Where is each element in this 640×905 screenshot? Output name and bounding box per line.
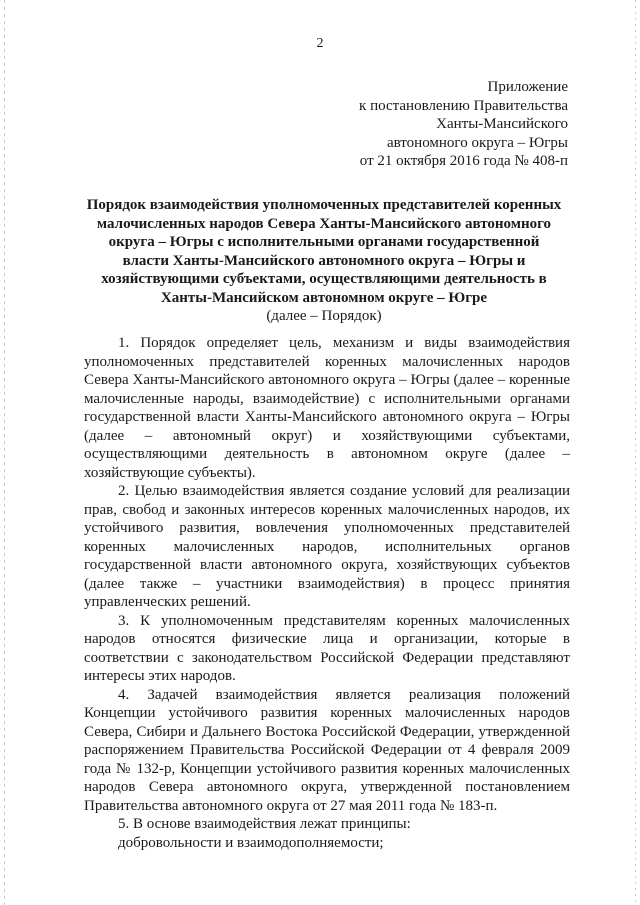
scan-edge-right — [635, 0, 636, 905]
appendix-line: Приложение — [487, 79, 568, 95]
paragraph-4: 4. Задачей взаимодействия является реализация положений Концепции устойчивого развития коренных малочисленных народов Севера, Сибири и Дальнего Востока Российской Федерации, утвержденной распоряжением Правительства Российской Федерации от 4 февраля 2009 года № 132-р, Концепции устойчивого развития коренных малочисленных народов Севера автономного округа, утвержденной постановлением Правительства автономного округа от 27 мая 2011 года № 183-п. — [84, 686, 570, 814]
document-title-subtitle: (далее – Порядок) — [266, 308, 382, 324]
scan-edge-left — [4, 0, 5, 905]
appendix-line: Ханты-Мансийского — [436, 116, 568, 132]
paragraph-6: добровольности и взаимодополняемости; — [118, 834, 384, 851]
appendix-block — [359, 78, 568, 171]
paragraph-2: 2. Целью взаимодействия является создание условий для реализации прав, свобод и законных интересов коренных малочисленных народов, их устойчивого развития, вовлечения уполномоченных представителей коренных малочисленных народов, исполнительных органов государственной власти автономного округа, хозяйствующих субъектов (далее также – участники взаимодействия) в процесс принятия управленческих решений. — [84, 483, 570, 610]
document-title — [84, 196, 564, 326]
paragraph-3: 3. К уполномоченным представителям коренных малочисленных народов относятся физические лица и организации, которые в соответствии с законодательством Российской Федерации представляют интересы этих народов. — [84, 612, 570, 684]
paragraph-1: 1. Порядок определяет цель, механизм и виды взаимодействия уполномоченных представителей коренных малочисленных народов Севера Ханты-Мансийского автономного округа – Югры (далее – коренные малочисленные народы, взаимодействие) с исполнительными органами государственной власти Ханты-Мансийского автономного округа – Югры (далее – автономный округ) и хозяйствующими субъектами, осуществляющими деятельность в автономном округе (далее – хозяйствующие субъекты). — [84, 335, 570, 481]
appendix-line: от 21 октября 2016 года № 408-п — [359, 153, 568, 169]
appendix-line: к постановлению Правительства — [359, 97, 568, 114]
document-title-text: Порядок взаимодействия уполномоченных представителей коренных малочисленных народов Севера Ханты-Мансийского автономного округа – Югры с исполнительными органами государственной власти Ханты-Мансийского автономного округа – Югры и хозяйствующими субъектами, осуществляющими деятельность в Ханты-Мансийском автономном округе – Югре — [86, 197, 562, 306]
paragraph-5: 5. В основе взаимодействия лежат принципы: — [118, 816, 411, 832]
page-number: 2 — [316, 36, 324, 51]
document-body — [84, 334, 570, 852]
appendix-line: автономного округа – Югры — [386, 134, 568, 151]
